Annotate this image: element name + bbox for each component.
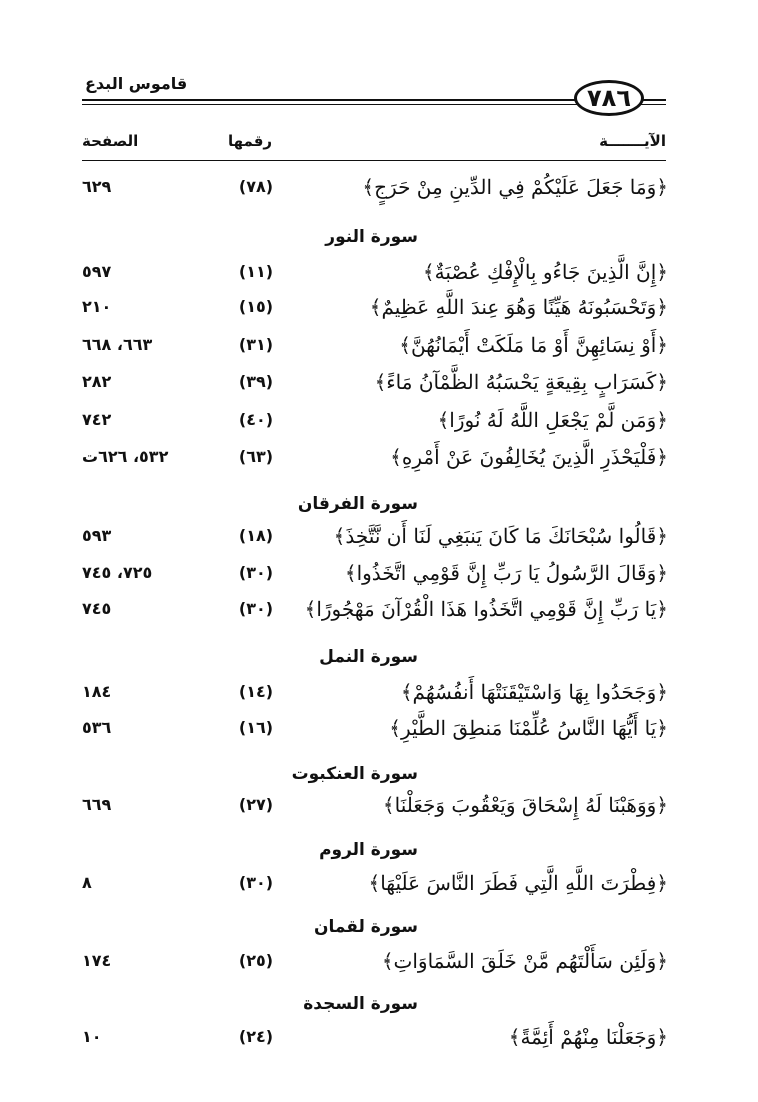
page-reference: ٥٣٢، ٦٢٦ت xyxy=(82,447,169,466)
index-row xyxy=(0,558,758,588)
ayah-number: (٢٧) xyxy=(238,795,274,814)
index-row xyxy=(0,521,758,551)
index-row xyxy=(0,367,758,397)
index-row xyxy=(0,257,758,287)
ayah-text: ﴿وَلَئِن سَأَلْتَهُم مَّنْ خَلَقَ السَّمَاوَاتِ﴾ xyxy=(381,949,668,973)
ayah-number: (٣١) xyxy=(238,335,274,354)
ayah-text: ﴿يَا رَبِّ إِنَّ قَوْمِي اتَّخَذُوا هَذَا الْقُرْآنَ مَهْجُورًا﴾ xyxy=(304,597,668,621)
ayah-text: ﴿فِطْرَتَ اللَّهِ الَّتِي فَطَرَ النَّاسَ عَلَيْهَا﴾ xyxy=(368,871,668,895)
ayah-text: ﴿فَلْيَحْذَرِ الَّذِينَ يُخَالِفُونَ عَنْ أَمْرِهِ﴾ xyxy=(390,445,668,469)
page-reference: ١٧٤ xyxy=(82,951,112,970)
book-title: قاموس البدع xyxy=(85,74,188,93)
index-row xyxy=(0,330,758,360)
ayah-text: ﴿يَا أَيُّهَا النَّاسُ عُلِّمْنَا مَنطِقَ الطَّيْرِ﴾ xyxy=(389,716,668,740)
ayah-text: ﴿وَتَحْسَبُونَهُ هَيِّنًا وَهُوَ عِندَ اللَّهِ عَظِيمٌ﴾ xyxy=(369,295,668,319)
index-row xyxy=(0,713,758,743)
ayah-number: (٢٤) xyxy=(238,1027,274,1046)
ayah-number: (٣٠) xyxy=(238,563,274,582)
ayah-text: ﴿أَوْ نِسَائِهِنَّ أَوْ مَا مَلَكَتْ أَيْمَانُهُنَّ﴾ xyxy=(399,333,668,357)
ayah-number: (١٤) xyxy=(238,682,274,701)
ayah-number: (٤٠) xyxy=(238,410,274,429)
surah-heading: سورة النور xyxy=(325,227,418,247)
page-reference: ٦٦٣، ٦٦٨ xyxy=(82,335,153,354)
ayah-text: ﴿وَمَن لَّمْ يَجْعَلِ اللَّهُ لَهُ نُورًا﴾ xyxy=(437,408,668,432)
page-reference: ٥٣٦ xyxy=(82,718,112,737)
column-header-number: رقمها xyxy=(228,132,273,150)
page-reference: ٦٢٩ xyxy=(82,177,112,196)
page-reference: ٧٤٢ xyxy=(82,410,112,429)
surah-heading: سورة العنكبوت xyxy=(291,764,418,784)
surah-heading: سورة النمل xyxy=(319,647,418,667)
index-row xyxy=(0,790,758,820)
ayah-text: ﴿وَمَا جَعَلَ عَلَيْكُمْ فِي الدِّينِ مِنْ حَرَجٍ﴾ xyxy=(362,175,668,199)
header-rule-bottom xyxy=(82,104,582,105)
ayah-number: (١٨) xyxy=(238,526,274,545)
ayah-number: (٢٥) xyxy=(238,951,274,970)
ayah-number: (١٦) xyxy=(238,718,274,737)
header-rule-right-bottom xyxy=(638,104,666,105)
index-row xyxy=(0,405,758,435)
ayah-number: (٣٠) xyxy=(238,873,274,892)
page-reference: ٧٤٥ xyxy=(82,599,112,618)
ayah-number: (١٥) xyxy=(238,297,274,316)
page-reference: ٢٨٢ xyxy=(82,372,112,391)
header-rule-top xyxy=(82,99,582,101)
ayah-text: ﴿وَوَهَبْنَا لَهُ إِسْحَاقَ وَيَعْقُوبَ وَجَعَلْنَا﴾ xyxy=(382,793,668,817)
surah-heading: سورة السجدة xyxy=(303,994,418,1014)
index-row xyxy=(0,1022,758,1052)
ayah-text: ﴿قَالُوا سُبْحَانَكَ مَا كَانَ يَنبَغِي لَنَا أَن نَّتَّخِذَ﴾ xyxy=(333,524,668,548)
index-row xyxy=(0,946,758,976)
page-reference: ٥٩٧ xyxy=(82,262,112,281)
index-row xyxy=(0,868,758,898)
ayah-number: (٦٣) xyxy=(238,447,274,466)
index-row xyxy=(0,594,758,624)
page-reference: ٨ xyxy=(82,873,92,892)
ayah-text: ﴿وَجَعَلْنَا مِنْهُمْ أَئِمَّةً﴾ xyxy=(508,1025,668,1049)
index-row xyxy=(0,292,758,322)
index-row xyxy=(0,677,758,707)
ayah-text: ﴿إِنَّ الَّذِينَ جَاءُو بِالْإِفْكِ عُصْبَةٌ﴾ xyxy=(422,260,668,284)
page-reference: ٦٦٩ xyxy=(82,795,112,814)
page-reference: ٧٢٥، ٧٤٥ xyxy=(82,563,153,582)
ayah-text: ﴿وَجَحَدُوا بِهَا وَاسْتَيْقَنَتْهَا أَنفُسُهُمْ﴾ xyxy=(400,680,668,704)
page-reference: ١٨٤ xyxy=(82,682,112,701)
column-header-ayah: الآيـــــــة xyxy=(599,132,666,150)
index-row xyxy=(0,442,758,472)
ayah-text: ﴿كَسَرَابٍ بِقِيعَةٍ يَحْسَبُهُ الظَّمْآنُ مَاءً﴾ xyxy=(374,370,668,394)
page-number: ٧٨٦ xyxy=(574,80,644,116)
ayah-number: (١١) xyxy=(238,262,274,281)
ayah-number: (٧٨) xyxy=(238,177,274,196)
surah-heading: سورة لقمان xyxy=(313,917,418,937)
index-row xyxy=(0,172,758,202)
ayah-number: (٣٠) xyxy=(238,599,274,618)
column-header-rule xyxy=(82,160,666,161)
surah-heading: سورة الفرقان xyxy=(297,494,418,514)
column-header-page: الصفحة xyxy=(82,132,139,150)
ayah-number: (٣٩) xyxy=(238,372,274,391)
ayah-text: ﴿وَقَالَ الرَّسُولُ يَا رَبِّ إِنَّ قَوْمِي اتَّخَذُوا﴾ xyxy=(344,561,668,585)
page-reference: ٢١٠ xyxy=(82,297,112,316)
surah-heading: سورة الروم xyxy=(319,840,418,860)
page-reference: ٥٩٣ xyxy=(82,526,112,545)
page-reference: ١٠ xyxy=(82,1027,102,1046)
